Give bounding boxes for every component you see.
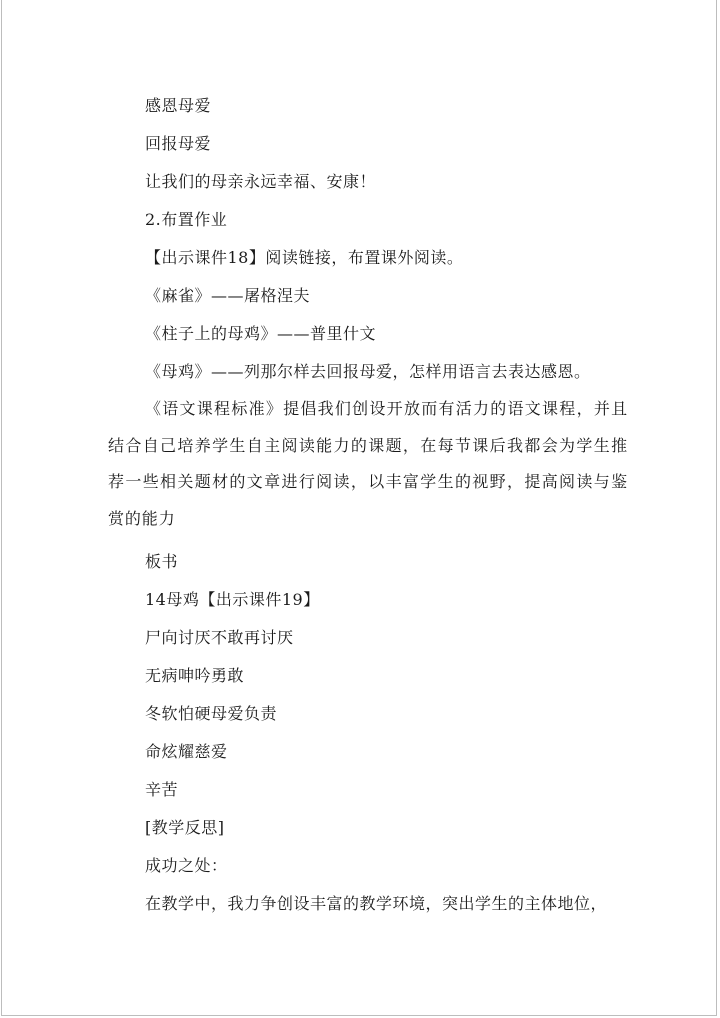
text-line: 在教学中，我力争创设丰富的教学环境，突出学生的主体地位， [145, 894, 608, 913]
text-line: 《母鸡》——列那尔样去回报母爱，怎样用语言去表达感恩。 [145, 362, 591, 381]
section-heading: 2.布置作业 [145, 210, 228, 229]
text-line: 让我们的母亲永远幸福、安康！ [145, 172, 377, 191]
text-line: 感恩母爱 [145, 96, 212, 115]
text-line: 14母鸡【出示课件19】 [145, 590, 320, 609]
text-line: 命炫耀慈爱 [145, 742, 228, 761]
text-line: 无病呻吟勇敢 [145, 666, 245, 685]
text-line: 回报母爱 [145, 134, 212, 153]
text-line: 板书 [145, 552, 179, 571]
text-line: 辛苦 [145, 780, 179, 799]
text-line: 【出示课件18】阅读链接，布置课外阅读。 [145, 248, 464, 267]
body-paragraph: 《语文课程标准》提倡我们创设开放而有活力的语文课程，并且结合自己培养学生自主阅读能力的课题，在每节课后我都会为学生推荐一些相关题材的文章进行阅读，以丰富学生的视野，提高阅读与鉴赏的能力 [108, 399, 628, 528]
text-line: 《麻雀》——屠格涅夫 [145, 286, 311, 305]
text-line: 成功之处： [145, 856, 228, 875]
text-line: 《柱子上的母鸡》——普里什文 [145, 324, 377, 343]
text-line: 冬软怕硬母爱负责 [145, 704, 278, 723]
text-line: 尸向讨厌不敢再讨厌 [145, 628, 294, 647]
section-heading: [教学反思] [145, 818, 225, 837]
